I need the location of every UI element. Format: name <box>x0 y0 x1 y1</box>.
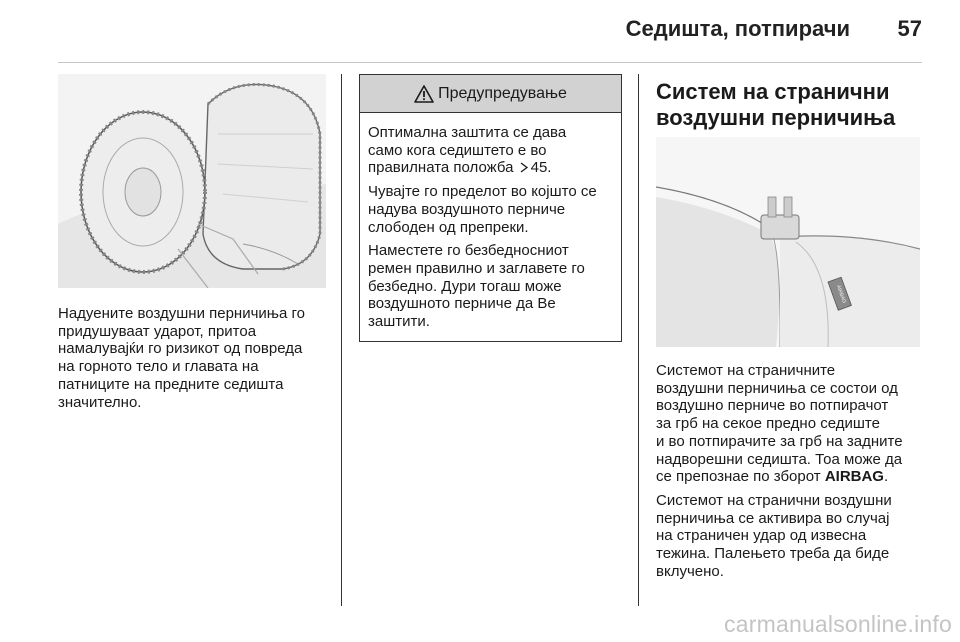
warning-title: Предупредување <box>438 84 567 102</box>
page-reference-arrow-icon[interactable] <box>519 162 529 173</box>
running-header-title: Седишта, потпирачи <box>625 16 850 41</box>
warning-box <box>359 74 622 342</box>
section-paragraph-2: Системот на странични воздушни перничиња се активира во случај на страничен удар од извесна тежина. Палењето треба да биде вклучено. <box>656 491 892 580</box>
warning-triangle-icon <box>414 85 434 103</box>
figure-caption <box>58 305 330 417</box>
warning-header <box>360 75 621 113</box>
section-body <box>656 362 922 586</box>
warning-paragraph-2: Чувајте го пределот во којшто се надува воздушното перниче слободен од препреки. <box>368 183 597 236</box>
section-paragraph-1: Системот на страничните воздушни перничиња се состои од воздушно перниче во потпирачот за грб на секое предно седиште и во потпирачите за грб на задните надворешни седишта. Тоа може да се препознае по зборот AIRBAG. <box>656 362 903 486</box>
airbag-term: AIRBAG <box>824 468 884 486</box>
seat-icon <box>656 137 920 347</box>
column-divider-right <box>638 74 639 606</box>
caption-paragraph: Надуените воздушни перничиња го придушуваат ударот, притоа намалувајќи го ризикот од повреда на горното тело и главата на патниците на предните седишта значително. <box>58 305 305 411</box>
warning-body <box>360 113 621 331</box>
warning-paragraph-3: Наместете го безбедносниот ремен правилно и заглавете го безбедно. Дури тогаш може воздушното перниче да Ве заштити. <box>368 242 585 331</box>
airbag-illustration <box>58 74 326 288</box>
airbag-icon <box>58 74 326 288</box>
seat-side-airbag-illustration <box>656 137 920 347</box>
column-divider-left <box>341 74 342 606</box>
header-rule <box>58 62 922 63</box>
watermark: carmanualsonline.info <box>724 611 952 637</box>
svg-text:AIRBAG: AIRBAG <box>834 284 848 305</box>
section-heading: Систем на странични воздушни перничиња <box>656 79 896 130</box>
page-reference-link[interactable]: 45. <box>530 159 552 177</box>
warning-paragraph-1: Оптимална заштита се дава само кога седиштето е во правилната положба 45. <box>368 124 567 177</box>
page-number: 57 <box>897 16 922 41</box>
